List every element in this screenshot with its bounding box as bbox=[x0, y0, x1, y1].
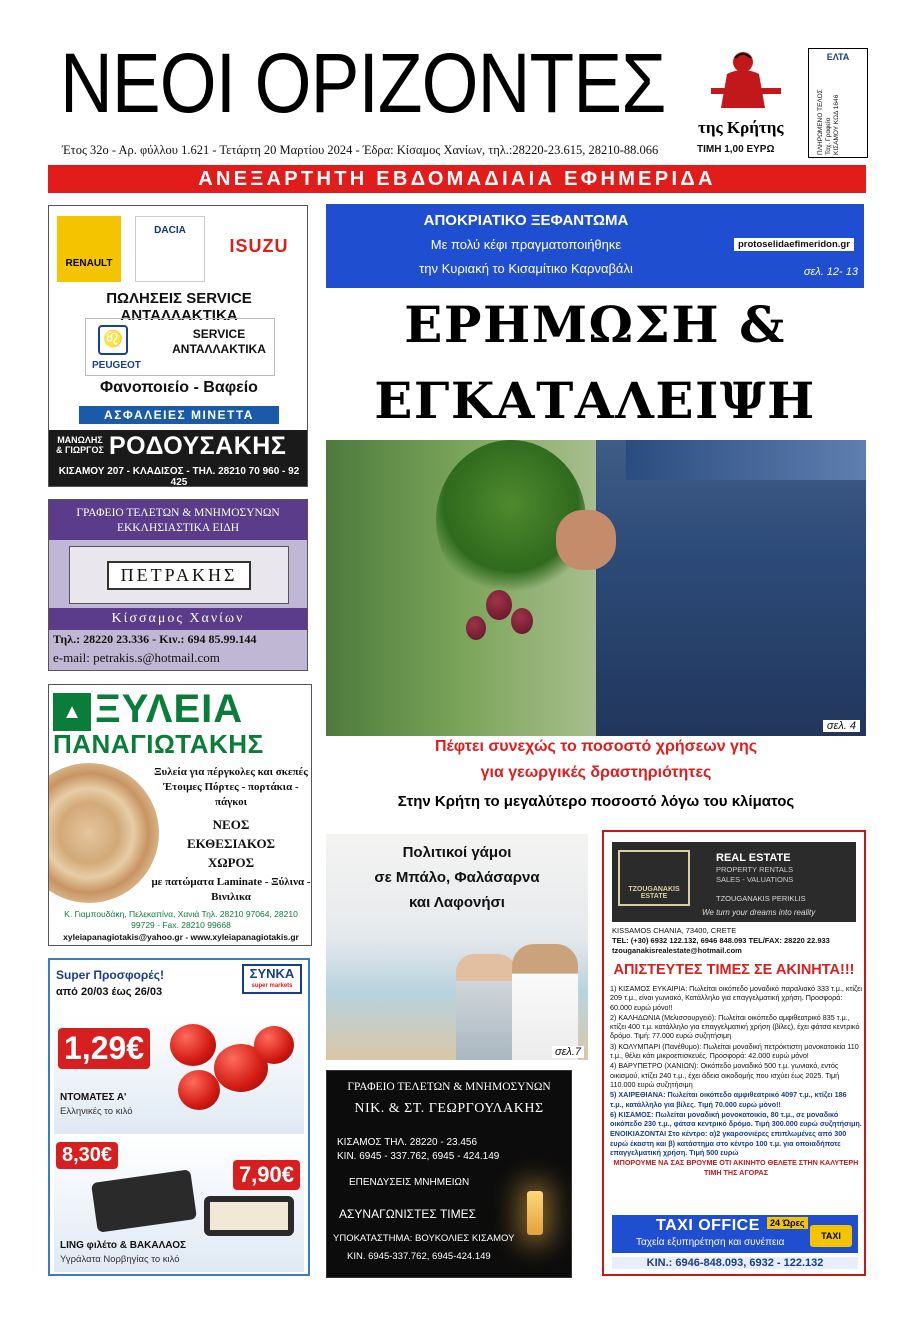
re-headline: ΑΠΙΣΤΕΥΤΕΣ ΤΙΜΕΣ ΣΕ ΑΚΙΝΗΤΑ!!! bbox=[613, 962, 855, 978]
list-item: 4) ΒΑΡΥΠΕΤΡΟ (ΧΑΝΙΩΝ): Οικόπεδο μοναδικό 500 τ.μ. γωνιακό, εντός οικισμού, κτίζει 240 τ.μ., έχει άδεια οικοδομής που ισχύει έως 2025. Τιμή 110.000 ευρώ συζητήσιμη bbox=[610, 1061, 840, 1089]
ad-petrakis[interactable] bbox=[48, 499, 308, 671]
main-headline-line2: ΕΓΚΑΤΑΛΕΙΨΗ bbox=[374, 371, 816, 430]
wedding-title-line2: σε Μπάλο, Φαλάσαρνα bbox=[374, 869, 540, 886]
ad-xyleia[interactable] bbox=[48, 684, 312, 946]
xy-new bbox=[151, 815, 311, 872]
photo-page-ref: σελ. 4 bbox=[823, 720, 860, 732]
wood-log-icon bbox=[48, 763, 159, 903]
synka-logo-text: ΣΥΝΚΑ bbox=[249, 966, 295, 981]
issue-info: Έτος 32ο - Αρ. φύλλου 1.621 - Τετάρτη 20 Μαρτίου 2024 - Έδρα: Κίσαμος Χανίων, τηλ.:28220-23.615, 28210-88.066 bbox=[62, 143, 659, 157]
re-logo: TZOUGANAKIS ESTATE bbox=[618, 850, 690, 906]
wedding-title-line3: και Λαφονήσι bbox=[409, 894, 505, 911]
weekly-banner: ΑΝΕΞΑΡΤΗΤΗ ΕΒΔΟΜΑΔΙΑΙΑ ΕΦΗΜΕΡΙΔΑ bbox=[48, 165, 866, 193]
xy-title: ΞΥΛΕΙΑ bbox=[95, 687, 244, 731]
ge-phone1: ΚΙΣΑΜΟΣ ΤΗΛ. 28220 - 23.456 bbox=[337, 1137, 478, 1148]
rod-paint: Φανοποιείο - Βαφείο bbox=[100, 379, 258, 396]
peugeot-lion-icon: ♌ bbox=[98, 325, 128, 355]
ge-header1: ΓΡΑΦΕΙΟ ΤΕΛΕΤΩΝ & ΜΝΗΜΟΣΥΝΩΝ bbox=[347, 1081, 551, 1093]
tomato-icon bbox=[178, 1070, 220, 1110]
xy-desc-line2: Έτοιμες Πόρτες - πορτάκια - πάγκοι bbox=[163, 781, 299, 808]
sy-offer-fish bbox=[54, 1136, 304, 1272]
pet-city: Κίσσαμος Χανίων bbox=[49, 608, 307, 630]
newspaper-title: ΝΕΟΙ ΟΡΙΖΟΝΤΕΣ bbox=[60, 36, 666, 130]
re-banner bbox=[612, 842, 856, 922]
xy-new-line2: ΕΚΘΕΣΙΑΚΟΣ bbox=[186, 836, 276, 851]
subheadline-3: Στην Κρήτη το μεγαλύτερο ποσοστό λόγω του κλίματος bbox=[397, 793, 795, 810]
synka-logo bbox=[242, 964, 302, 994]
price-cod: 7,90€ bbox=[233, 1160, 300, 1190]
main-headline-line1: ΕΡΗΜΩΣΗ & bbox=[404, 295, 786, 354]
re-contact: TEL: (+30) 6932 122.132, 6946 848.093 TEL/FAX: 28220 22.933 bbox=[612, 936, 830, 945]
masthead-figure-icon bbox=[705, 48, 785, 116]
list-item: 2) ΚΑΛΗΔΩΝΙΑ (Μελισσουργειό): Πωλείται οικόπεδο αμφιθεατρικό 835 τ.μ., κτίζει 400 τ.μ. κατάλληλο για επαγγελματική χρήση (βίλες), έχει φάτσα κεντρικό δρόμο. Τιμή: 77.000 ευρώ συζητήσιμη bbox=[610, 1012, 860, 1041]
product-fish: LING φιλέτο & ΒΑΚΑΛΑΟΣ bbox=[60, 1240, 187, 1251]
peugeot-box bbox=[85, 318, 275, 376]
ge-branch: ΥΠΟΚΑΤΑΣΤΗΜΑ: ΒΟΥΚΟΛΙΕΣ ΚΙΣΑΜΟΥ bbox=[333, 1233, 515, 1244]
xy-web[interactable]: xyleiapanagiotakis@yahoo.gr - www.xyleiapanagiotakis.gr bbox=[63, 932, 299, 942]
sy-offer-tomatoes bbox=[54, 1014, 304, 1134]
candle-icon bbox=[527, 1191, 543, 1235]
subheadline-1: Πέφτει συνεχώς το ποσοστό χρήσεων γης bbox=[434, 738, 758, 755]
xy-new-line1: ΝΕΟΣ bbox=[212, 817, 250, 832]
pet-header-line1: ΓΡΑΦΕΙΟ ΤΕΛΕΤΩΝ & ΜΝΗΜΟΣΥΝΩΝ bbox=[76, 507, 280, 519]
xy-floor: με πατώματα Laminate - Ξύλινα - Βινιλικα bbox=[151, 876, 311, 903]
promo-line2: την Κυριακή το Κισαμίτικο Καρναβάλι bbox=[419, 261, 633, 276]
product-fish-desc: Υγράλατα Νορβηγίας το κιλό bbox=[60, 1254, 180, 1265]
rod-service: SERVICE ΑΝΤΑΛΛΑΚΤΙΚΑ bbox=[172, 327, 266, 356]
promo-carnival[interactable] bbox=[326, 204, 864, 288]
price-label: ΤΙΜΗ 1,00 ΕΥΡΩ bbox=[697, 144, 775, 155]
wedding-title bbox=[326, 840, 588, 915]
re-mobile: ΚΙΝ.: 6946-848.093, 6932 - 122.132 bbox=[612, 1257, 858, 1269]
ge-header2: ΝΙΚ. & ΣΤ. ΓΕΩΡΓΟΥΛΑΚΗΣ bbox=[354, 1101, 544, 1116]
rod-footer bbox=[49, 430, 307, 486]
taxi-sub: Ταχεία εξυπηρέτηση και συνέπεια bbox=[636, 1237, 785, 1248]
rod-address: ΚΙΣΑΜΟΥ 207 - ΚΛΑΔΙΣΟΣ - ΤΗΛ. 28210 70 960 - 92 425 bbox=[58, 466, 300, 487]
pet-header bbox=[49, 500, 307, 540]
beet-icon bbox=[511, 608, 533, 634]
re-line1: PROPERTY RENTALS bbox=[716, 865, 794, 874]
pet-logo-text: ΠΕΤΡΑΚΗΣ bbox=[107, 561, 252, 590]
pet-logo bbox=[69, 546, 289, 604]
sy-dates: από 20/03 έως 26/03 bbox=[56, 986, 163, 998]
re-email[interactable]: tzouganakisrealestate@hotmail.com bbox=[612, 946, 742, 955]
taxi-title: TAXI OFFICE bbox=[656, 1217, 760, 1234]
pet-phones: Τηλ.: 28220 23.336 - Κιν.: 694 85.99.144 bbox=[53, 632, 257, 646]
promo-page-ref: σελ. 12- 13 bbox=[803, 266, 858, 278]
ad-realestate[interactable] bbox=[602, 830, 866, 1276]
pet-header-line2: ΕΚΚΛΗΣΙΑΣΤΙΚΑ ΕΙΔΗ bbox=[116, 522, 240, 534]
wedding-page-ref: σελ.7 bbox=[552, 1046, 584, 1058]
fish-plate-icon bbox=[91, 1169, 197, 1232]
re-line2: SALES - VALUATIONS bbox=[716, 875, 794, 884]
sy-header: Super Προσφορές! bbox=[56, 968, 164, 982]
ge-service: ΕΠΕΝΔΥΣΕΙΣ ΜΝΗΜΕΙΩΝ bbox=[349, 1177, 470, 1188]
rod-brand: ΡΟΔΟΥΣΑΚΗΣ bbox=[109, 432, 287, 460]
wedding-story[interactable] bbox=[326, 834, 588, 1060]
re-title: REAL ESTATE bbox=[716, 852, 791, 864]
list-item: ΜΠΟΡΟΥΜΕ ΝΑ ΣΑΣ ΒΡΟΥΜΕ ΟΤΙ ΑΚΙΝΗΤΟ ΘΕΛΕΤΕ ΣΤΗΝ ΚΑΛΥΤΕΡΗ ΤΙΜΗ ΤΗΣ ΑΓΟΡΑΣ bbox=[613, 1158, 859, 1177]
xy-desc-line1: Ξυλεία για πέργκολες και σκεπές bbox=[154, 766, 308, 778]
fish-plate-icon bbox=[204, 1196, 294, 1236]
re-city: KISSAMOS CHANIA, 73400, CRETE bbox=[612, 926, 737, 935]
pet-email[interactable]: e-mail: petrakis.s@hotmail.com bbox=[53, 650, 220, 665]
peugeot-logo: PEUGEOT bbox=[92, 360, 141, 371]
promo-line1: Με πολύ κέφι πραγματοποιήθηκε bbox=[430, 237, 622, 252]
wedding-title-line1: Πολιτικοί γάμοι bbox=[402, 844, 512, 861]
subheadline-2: για γεωργικές δραστηριότητες bbox=[480, 764, 712, 781]
taxi-office bbox=[612, 1215, 858, 1253]
list-item: 1) ΚΙΣΑΜΟΣ ΕΥΚΑΙΡΙΑ: Πωλείται οικόπεδο μοναδικό παραλιακό 333 τ.μ., κτίζει 209 τ.μ., είναι γωνιακό, Κατάλληλο για επαγγελματική χρήση. Προσφορά: 60.000 ευρώ μόνο!! bbox=[610, 984, 862, 1012]
beet-icon bbox=[486, 590, 512, 620]
price-ling: 8,30€ bbox=[56, 1142, 118, 1169]
postal-text: ΠΛΗΡΩΜΕΝΟ ΤΕΛΟΣ Ταχ. Γραφείο ΚΙΣΑΜΟΥ ΚΩΔ 1646 bbox=[817, 89, 840, 155]
list-item: 5) ΧΑΙΡΕΘΙΑΝΑ: Πωλείται οικόπεδο αμφιθεατρικό 4097 τ.μ., κτίζει 186 τ.μ., κατάλληλο για βίλες. Τιμή 70.000 ευρώ μόνο!! bbox=[610, 1090, 847, 1109]
taxi-24h-badge: 24 Ώρες bbox=[767, 1217, 808, 1229]
price-tomatoes: 1,29€ bbox=[58, 1028, 150, 1069]
list-item: 6) ΚΙΣΑΜΟΣ: Πωλείται μοναδική μονοκατοικία, 80 τ.μ., σε μοναδικό οικόπεδο 230 τ.μ., φάτσα κεντρικό δρόμο. Τιμή 300.000 ευρώ συζητήσιμη. bbox=[610, 1109, 862, 1129]
re-slogan: We turn your dreams into reality bbox=[702, 908, 816, 917]
xy-new-line3: ΧΩΡΟΣ bbox=[207, 855, 255, 870]
bride bbox=[512, 944, 578, 1060]
rod-insurance: ΑΣΦΑΛΕΙΕΣ ΜΙΝΕΤΤΑ bbox=[79, 406, 279, 424]
ge-phone2: ΚΙΝ. 6945 - 337.762, 6945 - 424.149 bbox=[337, 1151, 500, 1162]
xy-tree-icon: ▲ bbox=[53, 693, 91, 731]
website-watermark[interactable]: protoselidaefimeridon.gr bbox=[734, 238, 854, 251]
ge-prices: ΑΣΥΝΑΓΩΝΙΣΤΕΣ ΤΙΜΕΣ bbox=[339, 1207, 477, 1221]
postal-brand: ΕΛΤΑ bbox=[826, 52, 850, 62]
xy-desc bbox=[151, 765, 311, 810]
groom bbox=[456, 954, 516, 1060]
synka-logo-sub: super markets bbox=[251, 983, 293, 989]
re-line3: TZOUGANAKIS PERIKLIS bbox=[716, 894, 806, 903]
xy-subtitle: ΠΑΝΑΓΙΩΤΑΚΗΣ bbox=[53, 729, 264, 759]
list-item: ΕΝΟΙΚΙΑΖΟΝΤΑΙ Στο κέντρο: α)2 γκαρσονιέρες επιπλωμένες από 300 ευρώ έκαστη και β) κατάστημα στο κέντρο 100 τ.μ. για οποιαδήποτε επαγγελματική χρήση. Τιμή 500 ευρώ bbox=[610, 1129, 847, 1158]
renault-logo: RENAULT bbox=[57, 216, 121, 282]
ad-synka[interactable] bbox=[48, 958, 310, 1276]
ad-georgoulakis[interactable] bbox=[326, 1070, 572, 1278]
main-photo bbox=[326, 440, 866, 736]
newspaper-subtitle: της Κρήτης bbox=[698, 118, 784, 137]
isuzu-logo: ISUZU bbox=[219, 236, 299, 260]
re-listings bbox=[610, 984, 862, 1178]
product-tomatoes-desc: Ελληνικές το κιλό bbox=[60, 1106, 133, 1117]
product-tomatoes: ΝΤΟΜΑΤΕΣ Α' bbox=[60, 1092, 127, 1103]
hand bbox=[556, 510, 616, 570]
ge-phone3: ΚΙΝ. 6945-337.762, 6945-424.149 bbox=[347, 1251, 491, 1262]
postal-stamp bbox=[808, 48, 868, 158]
list-item: 3) ΚΟΛΥΜΠΑΡΙ (Πανέθυμο): Πωλείται μοναδική πετρόκτιστη μονοκατοικία 110 τ.μ., θέλει κάτι μικροεπισκευές. Προσφορά: 42.000 ευρώ μόνο! bbox=[610, 1041, 859, 1061]
dacia-logo: DACIA bbox=[135, 216, 205, 282]
promo-title: ΑΠΟΚΡΙΑΤΙΚΟ ΞΕΦΑΝΤΩΜΑ bbox=[423, 212, 629, 229]
jeans bbox=[596, 440, 866, 736]
tomato-icon bbox=[170, 1024, 216, 1066]
xy-address: Κ. Γιαμπουδάκη, Πελεκαπίνα, Χανιά Τηλ. 28210 97064, 28210 99729 - Fax. 28210 99668 bbox=[64, 909, 298, 930]
beet-icon bbox=[466, 616, 486, 640]
taxi-sign-icon: TAXI bbox=[810, 1225, 852, 1247]
shirt bbox=[626, 440, 866, 480]
rod-names: ΜΑΝΩΛΗΣ & ΓΙΩΡΓΟΣ bbox=[56, 435, 104, 455]
rod-sales: ΠΩΛΗΣΕΙΣ SERVICE ΑΝΤΑΛΛΑΚΤΙΚΑ bbox=[106, 290, 252, 324]
tomato-icon bbox=[254, 1026, 294, 1064]
ad-rodousakis[interactable] bbox=[48, 205, 308, 487]
